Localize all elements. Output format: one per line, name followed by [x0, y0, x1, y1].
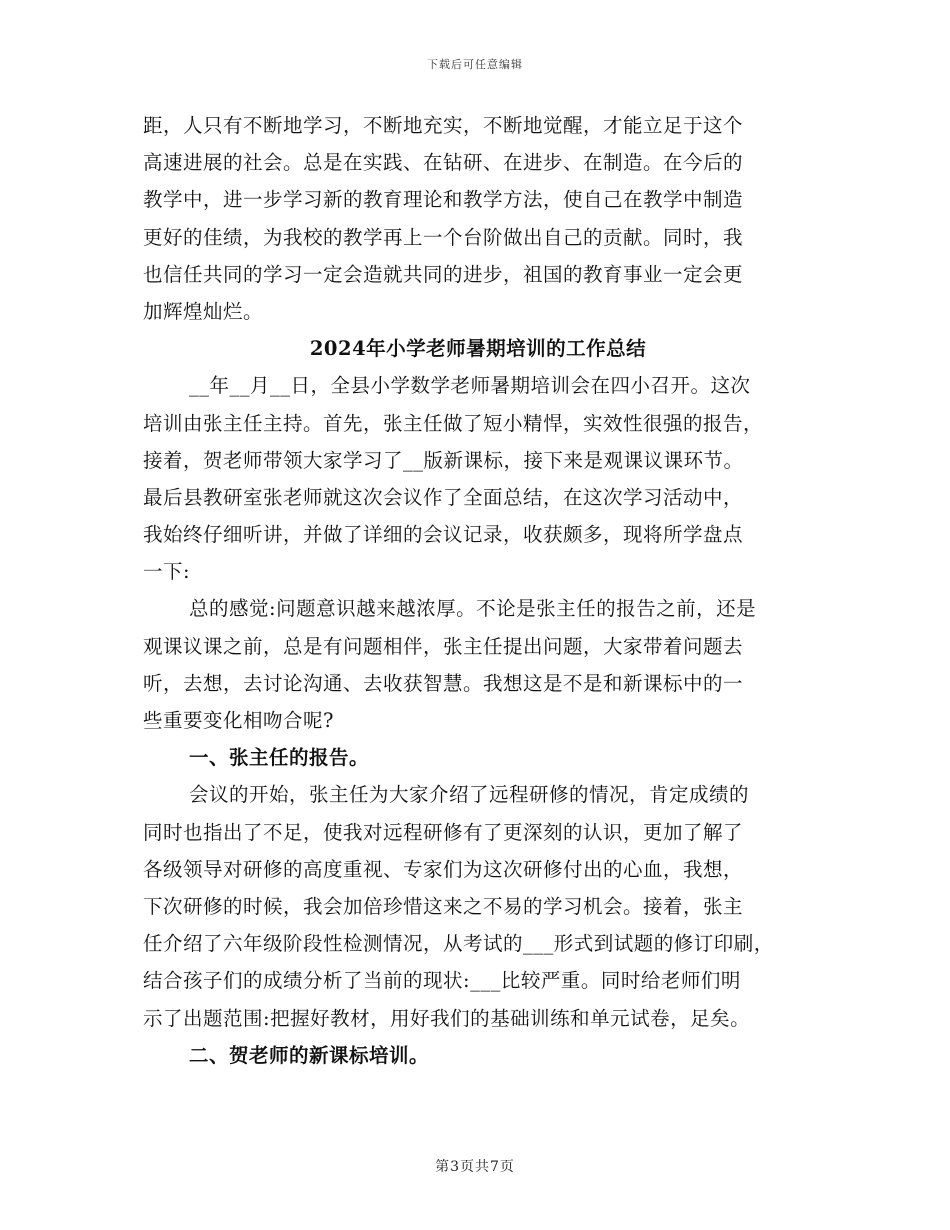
text-line: 一下:: [143, 560, 191, 584]
text-line: __年__月__日，全县小学数学老师暑期培训会在四小召开。这次: [189, 374, 751, 398]
text-line: 我始终仔细听讲，并做了详细的会议记录，收获颇多，现将所学盘点: [143, 523, 744, 547]
text-line: 总的感觉:问题意识越来越浓厚。不论是张主任的报告之前，还是: [189, 597, 757, 621]
text-line: 高速进展的社会。总是在实践、在钻研、在进步、在制造。在今后的: [143, 151, 744, 175]
text-line: 下次研修的时候，我会加倍珍惜这来之不易的学习机会。接着，张主: [143, 894, 744, 918]
text-line: 也信任共同的学习一定会造就共同的进步，祖国的教育事业一定会更: [143, 262, 744, 286]
text-line: 各级领导对研修的高度重视、专家们为这次研修付出的心血，我想，: [143, 857, 744, 881]
section-heading-2: 二、贺老师的新课标培训。: [189, 1043, 430, 1067]
text-line: 观课议课之前，总是有问题相伴，张主任提出问题，大家带着问题去: [143, 634, 744, 658]
text-line: 加辉煌灿烂。: [143, 299, 264, 323]
text-line: 距，人只有不断地学习，不断地充实，不断地觉醒，才能立足于这个: [143, 114, 744, 137]
document-title: 2024年小学老师暑期培训的工作总结: [309, 337, 647, 361]
text-line: 任介绍了六年级阶段性检测情况，从考试的___形式到试题的修订印刷，: [143, 932, 774, 956]
paragraph-3: [143, 776, 813, 1036]
page-number: 第3页共7页: [435, 1159, 515, 1175]
text-line: 示了出题范围:把握好教材，用好我们的基础训练和单元试卷，足矣。: [143, 1006, 751, 1030]
paragraph-1: [143, 367, 813, 590]
text-line: 最后县教研室张老师就这次会议作了全面总结，在这次学习活动中，: [143, 485, 744, 509]
text-line: 教学中，进一步学习新的教育理论和教学方法，使自己在教学中制造: [143, 188, 744, 212]
paragraph-2: [143, 590, 813, 739]
intro-paragraph: [143, 107, 813, 330]
text-line: 培训由张主任主持。首先，张主任做了短小精悍，实效性很强的报告，: [143, 411, 764, 435]
document-body: [143, 107, 813, 1074]
text-line: 些重要变化相吻合呢?: [143, 709, 334, 732]
page-header: 下载后可任意编辑: [427, 58, 523, 71]
section-heading-1: 一、张主任的报告。: [189, 746, 370, 770]
text-line: 结合孩子们的成绩分析了当前的现状:___比较严重。同时给老师们明: [143, 969, 741, 993]
text-line: 更好的佳绩，为我校的教学再上一个台阶做出自己的贡献。同时，我: [143, 225, 744, 249]
text-line: 会议的开始，张主任为大家介绍了远程研修的情况，肯定成绩的: [189, 783, 750, 807]
text-line: 听，去想，去讨论沟通、去收获智慧。我想这是不是和新课标中的一: [143, 671, 744, 695]
text-line: 接着，贺老师带领大家学习了__版新课标，接下来是观课议课环节。: [143, 448, 744, 472]
text-line: 同时也指出了不足，使我对远程研修有了更深刻的认识，更加了解了: [143, 820, 744, 844]
